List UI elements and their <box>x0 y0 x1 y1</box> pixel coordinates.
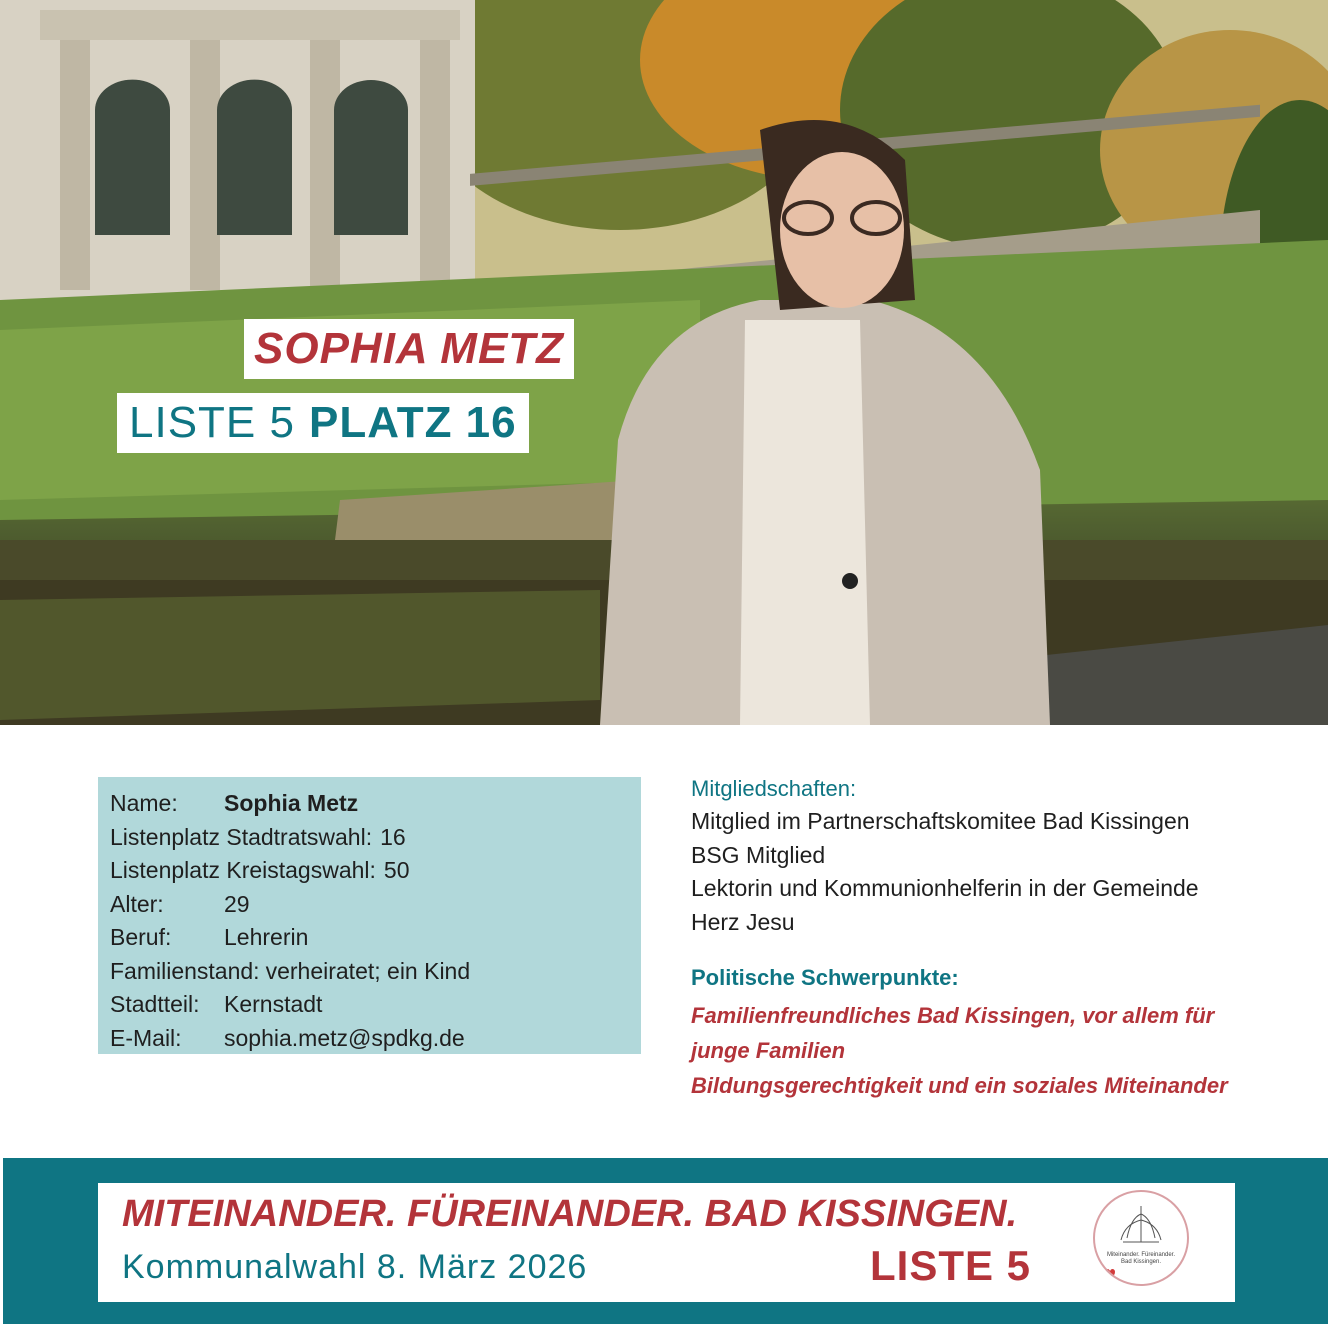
election-date: Kommunalwahl 8. März 2026 <box>122 1248 588 1286</box>
profile-key: E-Mail: <box>110 1024 182 1051</box>
list-number: LISTE 5 <box>129 398 295 447</box>
profile-value: 50 <box>383 857 410 884</box>
profile-key: Name: <box>110 790 178 817</box>
focus-line: Familienfreundliches Bad Kissingen, vor allem für <box>691 1003 1215 1028</box>
profile-value: Lehrerin <box>224 924 309 951</box>
profile-value: verheiratet; ein Kind <box>265 957 471 984</box>
profile-value: Kernstadt <box>224 991 323 1018</box>
profile-row-age <box>110 888 629 922</box>
profile-value: Sophia Metz <box>224 790 359 817</box>
logo-text-line: Miteinander. Füreinander. <box>1106 1252 1176 1258</box>
membership-line: BSG Mitglied <box>691 841 826 868</box>
profile-row-city-list <box>110 821 629 855</box>
focus-line: Bildungsgerechtigkeit und ein soziales Miteinander <box>691 1073 1228 1098</box>
profile-value: 29 <box>224 890 250 917</box>
list-label: LISTE 5 <box>870 1242 1032 1289</box>
profile-row-district <box>110 988 629 1022</box>
profile-table <box>98 777 641 1054</box>
logo-text-line: Bad Kissingen. <box>1120 1259 1162 1265</box>
profile-key: Beruf: <box>110 924 172 951</box>
profile-row-job <box>110 921 629 955</box>
profile-email: sophia.metz@spdkg.de <box>224 1024 465 1051</box>
profile-value: 16 <box>380 823 406 850</box>
list-place: PLATZ 16 <box>308 398 517 447</box>
candidate-name: SOPHIA METZ <box>254 324 565 373</box>
profile-key: Listenplatz Stadtratswahl: <box>110 823 373 850</box>
membership-line: Lektorin und Kommunionhelferin in der Gemeinde <box>691 875 1199 901</box>
details-column <box>691 772 1291 1103</box>
profile-key: Stadtteil: <box>110 991 200 1018</box>
list-place-label <box>117 393 529 453</box>
profile-key: Listenplatz Kreistagswahl: <box>110 857 376 884</box>
profile-key: Familienstand: <box>110 957 260 984</box>
membership-line: Herz Jesu <box>691 908 795 935</box>
candidate-name-label <box>244 319 574 379</box>
profile-row-county-list <box>110 854 629 888</box>
profile-key: Alter: <box>110 890 164 917</box>
fountain-icon <box>1095 1192 1187 1284</box>
profile-row-family <box>110 955 629 989</box>
membership-line: Mitglied im Partnerschaftskomitee Bad Kissingen <box>691 808 1190 834</box>
memberships-heading: Mitgliedschaften: <box>691 776 857 801</box>
logo-text <box>1095 1252 1187 1266</box>
focus-heading: Politische Schwerpunkte: <box>691 965 959 990</box>
campaign-logo <box>1093 1190 1189 1286</box>
profile-row-email <box>110 1022 629 1056</box>
focus-line: junge Familien <box>691 1038 846 1063</box>
campaign-slogan: MITEINANDER. FÜREINANDER. BAD KISSINGEN. <box>122 1193 1018 1235</box>
profile-row-name <box>110 787 629 821</box>
